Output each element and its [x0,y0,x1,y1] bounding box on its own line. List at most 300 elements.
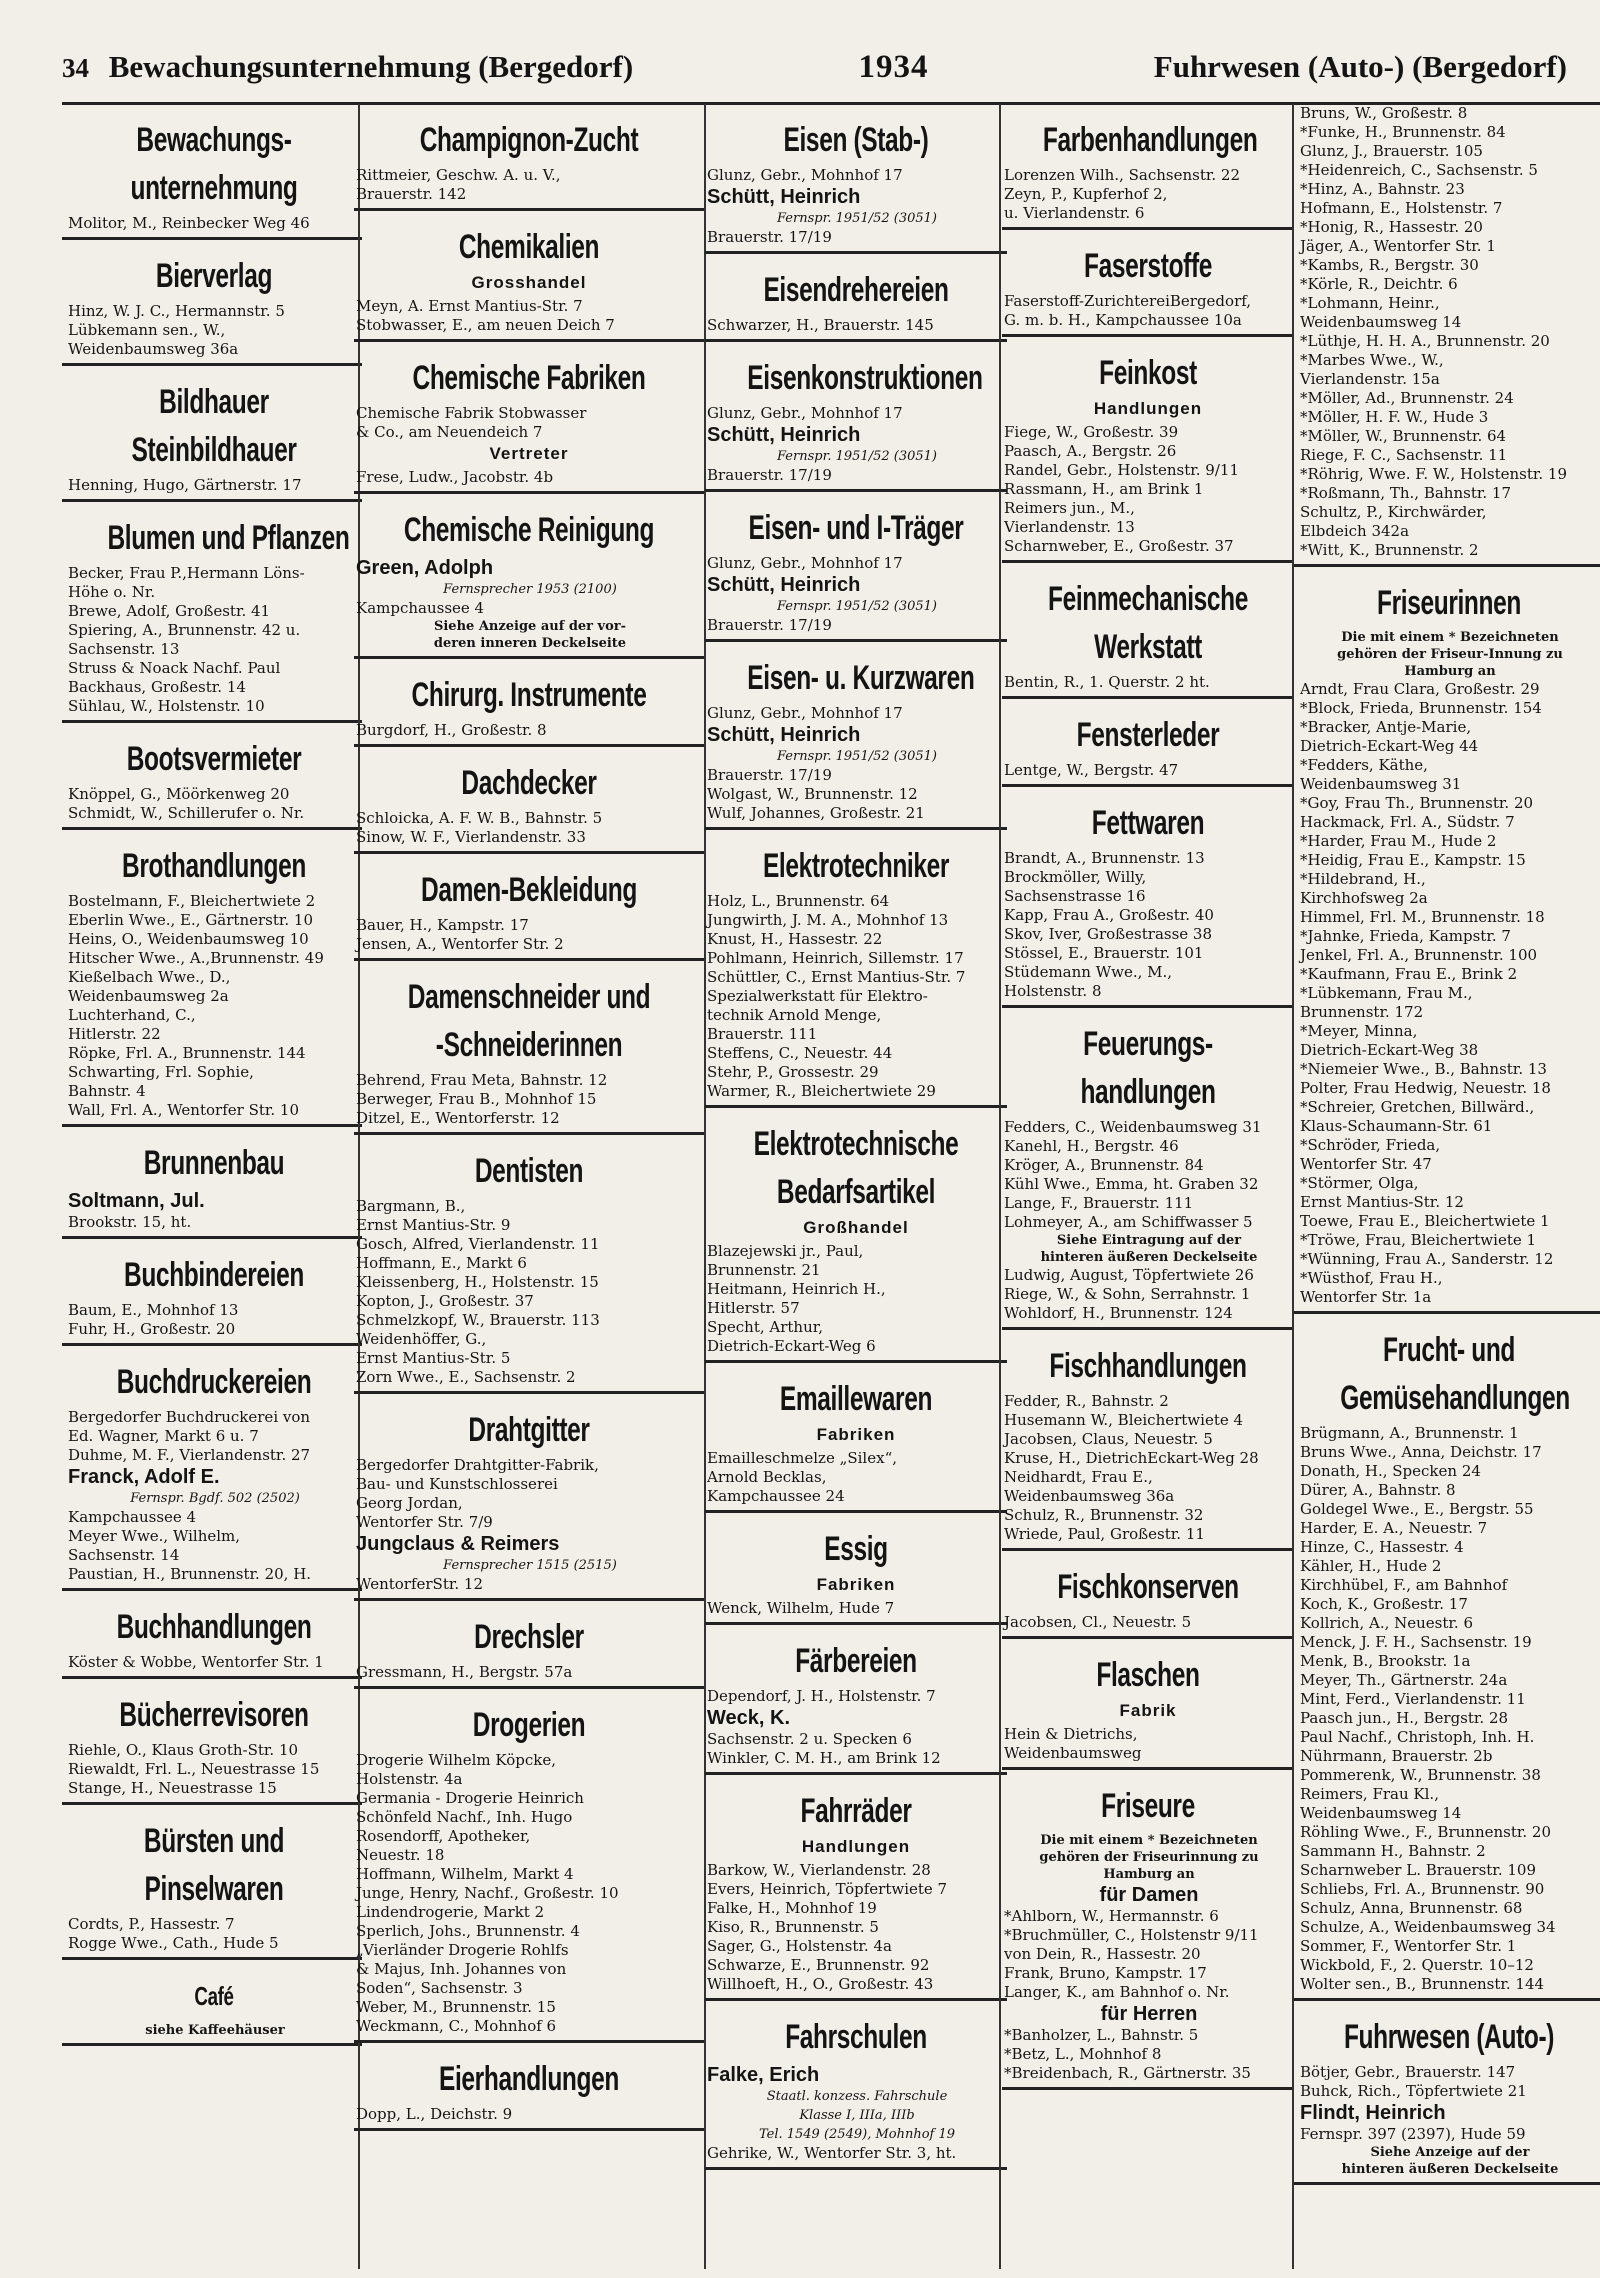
directory-section [354,1408,704,1601]
directory-entry: Bostelmann, F., Bleichertwiete 2 [68,892,316,910]
directory-section [1002,1344,1294,1551]
directory-entry: Glunz, J., Brauerstr. 105 [1300,142,1483,160]
directory-section [705,2015,1007,2170]
directory-entry: Jensen, A., Wentorfer Str. 2 [356,935,564,953]
directory-entry: Hackmack, Frl. A., Südstr. 7 [1300,813,1515,831]
directory-entry: Hofmann, E., Holstenstr. 7 [1300,199,1503,217]
directory-entry: *Fedders, Käthe, [1300,756,1428,774]
directory-section [1002,351,1294,563]
directory-entry: Fiege, W., Großestr. 39 [1004,423,1179,441]
section-heading: Gemüsehandlungen [1340,1379,1570,1417]
directory-entry: Lindendrogerie, Markt 2 [356,1903,545,1921]
directory-entry: Sühlau, W., Holstenstr. 10 [68,697,265,715]
directory-entry: Kähler, H., Hude 2 [1300,1557,1442,1575]
directory-section [62,1693,362,1805]
directory-entry: deren inneren Deckelseite [433,636,627,651]
directory-entry: Schwarzer, H., Brauerstr. 145 [707,316,934,334]
column-5 [1294,104,1600,2269]
directory-entry: Riege, F. C., Sachsenstr. 11 [1300,446,1508,464]
section-heading: unternehmung [130,169,298,207]
directory-entry: Jacobsen, Cl., Neuestr. 5 [1004,1613,1192,1631]
directory-entry: *Hinz, A., Bahnstr. 23 [1300,180,1465,198]
entry-name-bold: Schütt, Heinrich [707,424,861,446]
directory-entry: Donath, H., Specken 24 [1300,1462,1481,1480]
directory-entry: Bahnstr. 4 [68,1082,146,1100]
directory-entry: Winkler, C. M. H., am Brink 12 [707,1749,941,1767]
directory-entry: Brauerstr. 111 [707,1025,818,1043]
section-heading: Café [194,1981,234,2011]
directory-entry: Schulz, Anna, Brunnenstr. 68 [1300,1899,1523,1917]
section-heading: Buchhandlungen [116,1608,312,1646]
directory-section [1002,577,1294,699]
directory-entry: Holz, L., Brunnenstr. 64 [707,892,890,910]
directory-entry: Fernspr. Bgdf. 502 (2502) [130,1491,300,1506]
directory-entry: Weidenbaumsweg 14 [1300,1804,1462,1822]
directory-entry: *Schreier, Gretchen, Billwärd., [1300,1098,1535,1116]
directory-entry: Hoffmann, E., Markt 6 [356,1254,527,1272]
section-heading: handlungen [1080,1073,1216,1111]
directory-entry: Kleissenberg, H., Holstenstr. 15 [356,1273,599,1291]
section-heading: Champignon-Zucht [419,121,639,159]
column-4 [1002,104,1294,2269]
directory-section [354,225,704,342]
section-heading: Fuhrwesen (Auto-) [1343,2018,1555,2056]
directory-entry: Hein & Dietrichs, [1004,1725,1138,1743]
directory-entry: Berweger, Frau B., Mohnhof 15 [356,1090,597,1108]
directory-entry: Brauerstr. 17/19 [707,766,832,784]
directory-section [705,1789,1007,2001]
directory-entry: *Heidig, Frau E., Kampstr. 15 [1300,851,1526,869]
directory-entry: *Witt, K., Brunnenstr. 2 [1300,541,1479,559]
directory-entry: Dopp, L., Deichstr. 9 [356,2105,513,2123]
section-heading: Bierverlag [155,257,273,295]
section-heading: Eisen (Stab-) [783,121,929,159]
directory-entry: G. m. b. H., Kampchaussee 10a [1004,311,1242,329]
directory-entry: Langer, K., am Bahnhof o. Nr. [1004,1983,1230,2001]
directory-entry: Pommerenk, W., Brunnenstr. 38 [1300,1766,1541,1784]
entry-name-bold: Falke, Erich [707,2064,820,2086]
directory-entry: & Co., am Neuendeich 7 [356,423,543,441]
directory-section [705,844,1007,1108]
directory-entry: Ernst Mantius-Str. 12 [1300,1193,1464,1211]
directory-entry: Kampchaussee 24 [707,1487,845,1505]
directory-section [62,380,362,502]
entry-name-bold: für Damen [1099,1884,1199,1906]
entry-name-bold: Weck, K. [707,1707,790,1729]
directory-section [62,1253,362,1346]
section-heading: Bedarfsartikel [776,1173,936,1211]
directory-entry: Reimers, Frau Kl., [1300,1785,1439,1803]
directory-entry: Jenkel, Frl. A., Brunnenstr. 100 [1300,946,1538,964]
entry-name-bold: Franck, Adolf E. [68,1466,220,1488]
directory-entry: *Goy, Frau Th., Brunnenstr. 20 [1300,794,1534,812]
directory-entry: Zeyn, P., Kupferhof 2, [1004,185,1168,203]
section-subheading: Großhandel [803,1218,909,1237]
directory-entry: Menk, B., Brookstr. 1a [1300,1652,1471,1670]
directory-entry: *Hildebrand, H., [1300,870,1426,888]
directory-entry: *Tröwe, Frau, Bleichertwiete 1 [1300,1231,1537,1249]
directory-entry: Weidenbaumsweg 14 [1300,313,1462,331]
directory-entry: Jacobsen, Claus, Neuestr. 5 [1004,1430,1213,1448]
directory-entry: Meyn, A. Ernst Mantius-Str. 7 [356,297,583,315]
directory-entry: *Störmer, Olga, [1300,1174,1419,1192]
section-heading: Fahrschulen [785,2018,927,2056]
directory-entry: Randel, Gebr., Holstenstr. 9/11 [1004,461,1239,479]
directory-entry: Warmer, R., Bleichertwiete 29 [707,1082,936,1100]
directory-entry: Wickbold, F., 2. Querstr. 10–12 [1300,1956,1534,1974]
directory-entry: Bauer, H., Kampstr. 17 [356,916,529,934]
directory-entry: Hitlerstr. 57 [707,1299,800,1317]
directory-entry: Lorenzen Wilh., Sachsenstr. 22 [1004,166,1241,184]
directory-entry: Brauerstr. 17/19 [707,616,832,634]
directory-entry: *Heidenreich, C., Sachsenstr. 5 [1300,161,1538,179]
directory-entry: *Ahlborn, W., Hermannstr. 6 [1004,1907,1219,1925]
directory-entry: Vierlandenstr. 13 [1004,518,1135,536]
directory-entry: Wentorfer Str. 7/9 [356,1513,493,1531]
section-heading: Damen-Bekleidung [421,871,637,909]
directory-entry: Eberlin Wwe., E., Gärtnerstr. 10 [68,911,314,929]
directory-entry: Paul Nachf., Christoph, Inh. H. [1300,1728,1535,1746]
directory-entry: Rosendorff, Apotheker, [356,1827,531,1845]
directory-entry: Kapp, Frau A., Großestr. 40 [1004,906,1214,924]
directory-entry: Glunz, Gebr., Mohnhof 17 [707,704,903,722]
directory-entry: hinteren äußeren Deckelseite [1040,1250,1258,1265]
directory-entry: Fuhr, H., Großestr. 20 [68,1320,236,1338]
directory-entry: *Kaufmann, Frau E., Brink 2 [1300,965,1518,983]
directory-entry: Brauerstr. 17/19 [707,228,832,246]
directory-entry: Köster & Wobbe, Wentorfer Str. 1 [68,1653,324,1671]
directory-entry: Schulze, A., Weidenbaumsweg 34 [1300,1918,1556,1936]
directory-entry: Neuestr. 18 [356,1846,445,1864]
directory-entry: Brunnenstr. 172 [1300,1003,1424,1021]
directory-entry: Junge, Henry, Nachf., Großestr. 10 [356,1884,619,1902]
directory-entry: Jungwirth, J. M. A., Mohnhof 13 [707,911,949,929]
directory-entry: Brookstr. 15, ht. [68,1213,192,1231]
directory-entry: Struss & Noack Nachf. Paul [68,659,281,677]
section-heading: Färbereien [795,1642,917,1680]
directory-entry: Gressmann, H., Bergstr. 57a [356,1663,573,1681]
directory-entry: Fernspr. 1951/52 (3051) [777,599,937,614]
section-heading: Bildhauer [159,383,269,421]
section-heading: Friseurinnen [1377,584,1521,622]
entry-name-bold: Schütt, Heinrich [707,574,861,596]
directory-entry: Weidenbaumsweg 36a [68,340,239,358]
directory-entry: Duhme, M. F., Vierlandenstr. 27 [68,1446,311,1464]
directory-entry: u. Vierlandenstr. 6 [1004,204,1145,222]
directory-entry: Blazejewski jr., Paul, [707,1242,864,1260]
directory-entry: *Bruchmüller, C., Holstenstr 9/11 [1004,1926,1259,1944]
section-subheading: Fabriken [816,1575,896,1594]
section-heading: Drahtgitter [468,1411,590,1449]
section-heading: Drogerien [472,1706,586,1744]
directory-section [62,516,362,723]
directory-section [705,268,1007,342]
directory-entry: Klaus-Schaumann-Str. 61 [1300,1117,1493,1135]
column-3 [705,104,1007,2269]
directory-entry: Koch, K., Großestr. 17 [1300,1595,1468,1613]
directory-entry: Husemann W., Bleichertwiete 4 [1004,1411,1244,1429]
directory-entry: Weidenbaumsweg 36a [1004,1487,1175,1505]
section-subheading: Vertreter [489,444,569,463]
directory-entry: Lange, F., Brauerstr. 111 [1004,1194,1194,1212]
section-heading: Feinkost [1099,354,1197,392]
directory-entry: Bötjer, Gebr., Brauerstr. 147 [1300,2063,1516,2081]
directory-entry: Höhe o. Nr. [68,583,156,601]
directory-entry: *Röhrig, Wwe. F. W., Holstenstr. 19 [1300,465,1568,483]
directory-entry: Lentge, W., Bergstr. 47 [1004,761,1179,779]
directory-entry: Luchterhand, C., [68,1006,196,1024]
directory-section [354,1149,704,1394]
directory-section [1002,713,1294,787]
directory-entry: Glunz, Gebr., Mohnhof 17 [707,166,903,184]
directory-entry: Ludwig, August, Töpfertwiete 26 [1004,1266,1254,1284]
directory-section [354,2057,704,2131]
directory-entry: Baum, E., Mohnhof 13 [68,1301,239,1319]
section-heading: Bewachungs- [136,121,292,159]
directory-entry: Glunz, Gebr., Mohnhof 17 [707,404,903,422]
directory-entry: Bruns, W., Großestr. 8 [1300,104,1468,122]
directory-entry: Hamburg an [1404,664,1496,679]
directory-entry: Schönfeld Nachf., Inh. Hugo [356,1808,573,1826]
section-heading: Brothandlungen [122,847,306,885]
directory-entry: Knust, H., Hassestr. 22 [707,930,883,948]
directory-entry: Kampchaussee 4 [68,1508,197,1526]
section-heading: Chemische Reinigung [403,511,655,549]
directory-section [1002,1653,1294,1770]
entry-name-bold: Green, Adolph [356,557,494,579]
column-divider [999,104,1001,2269]
directory-entry: Bargmann, B., [356,1197,466,1215]
directory-entry: Hitscher Wwe., A.,Brunnenstr. 49 [68,949,324,967]
directory-entry: Frese, Ludw., Jacobstr. 4b [356,468,554,486]
directory-entry: Spezialwerkstatt für Elektro- [707,987,928,1005]
directory-entry: *Möller, Ad., Brunnenstr. 24 [1300,389,1514,407]
section-heading: Farbenhandlungen [1042,121,1258,159]
directory-entry: Sager, G., Holstenstr. 4a [707,1937,892,1955]
directory-entry: Fernspr. 1951/52 (3051) [777,211,937,226]
section-subheading: Grosshandel [471,273,587,292]
directory-entry: Fernsprecher 1953 (2100) [443,582,617,597]
directory-entry: Weidenbaumsweg 2a [68,987,229,1005]
directory-entry: Zorn Wwe., E., Sachsenstr. 2 [356,1368,576,1386]
directory-entry: & Majus, Inh. Johannes von [356,1960,567,1978]
entry-name-bold: für Herren [1100,2003,1198,2025]
directory-entry: Bau- und Kunstschlosserei [356,1475,558,1493]
directory-entry: Dependorf, J. H., Holstenstr. 7 [707,1687,936,1705]
directory-entry: Barkow, W., Vierlandenstr. 28 [707,1861,931,1879]
directory-entry: Kröger, A., Brunnenstr. 84 [1004,1156,1204,1174]
directory-entry: Rogge Wwe., Cath., Hude 5 [68,1934,279,1952]
directory-entry: Brockmöller, Willy, [1004,868,1147,886]
section-heading: Fettwaren [1091,804,1205,842]
section-heading: Friseure [1101,1787,1195,1825]
directory-entry: Becker, Frau P.,Hermann Löns- [68,564,305,582]
directory-entry: *Lübkemann, Frau M., [1300,984,1473,1002]
directory-entry: Faserstoff-ZurichtereiBergedorf, [1004,292,1252,310]
directory-entry: Sachsenstr. 2 u. Specken 6 [707,1730,912,1748]
directory-entry: Pohlmann, Heinrich, Sillemstr. 17 [707,949,964,967]
directory-entry: Stehr, P., Grossestr. 29 [707,1063,879,1081]
section-heading: Emaillewaren [779,1380,933,1418]
directory-entry: *Möller, W., Brunnenstr. 64 [1300,427,1507,445]
directory-entry: *Wünning, Frau A., Sanderstr. 12 [1300,1250,1554,1268]
directory-entry: Gosch, Alfred, Vierlandenstr. 11 [356,1235,600,1253]
entry-name-bold: Soltmann, Jul. [68,1190,205,1212]
directory-entry: *Roßmann, Th., Bahnstr. 17 [1300,484,1511,502]
directory-entry: Riege, W., & Sohn, Serrahnstr. 1 [1004,1285,1251,1303]
directory-entry: *Möller, H. F. W., Hude 3 [1300,408,1489,426]
directory-entry: Buhck, Rich., Töpfertwiete 21 [1300,2082,1527,2100]
directory-entry: Schulz, R., Brunnenstr. 32 [1004,1506,1204,1524]
directory-entry: Spiering, A., Brunnenstr. 42 u. [68,621,301,639]
section-heading: Fischhandlungen [1049,1347,1247,1385]
directory-entry: Fernsprecher 1515 (2515) [443,1558,617,1573]
entry-name-bold: Flindt, Heinrich [1300,2102,1446,2124]
section-heading: Dachdecker [461,764,597,802]
section-heading: Fahrräder [800,1792,912,1830]
directory-entry: Hitlerstr. 22 [68,1025,161,1043]
directory-entry: siehe Kaffeehäuser [145,2023,285,2038]
directory-entry: *Betz, L., Mohnhof 8 [1004,2045,1162,2063]
section-heading: Buchbindereien [124,1256,304,1294]
directory-entry: Cordts, P., Hassestr. 7 [68,1915,235,1933]
directory-entry: Skov, Iver, Großestrasse 38 [1004,925,1213,943]
directory-entry: Elbdeich 342a [1300,522,1410,540]
directory-entry: Sperlich, Johs., Brunnenstr. 4 [356,1922,580,1940]
directory-entry: Behrend, Frau Meta, Bahnstr. 12 [356,1071,608,1089]
directory-entry: Stange, H., Neuestrasse 15 [68,1779,277,1797]
directory-entry: Gehrike, W., Wentorfer Str. 3, ht. [707,2144,957,2162]
directory-entry: *Block, Frieda, Brunnenstr. 154 [1300,699,1542,717]
directory-entry: Scharnweber, E., Großestr. 37 [1004,537,1234,555]
directory-section [62,1819,362,1960]
directory-entry: Kampchaussee 4 [356,599,485,617]
directory-entry: Kollrich, A., Neuestr. 6 [1300,1614,1473,1632]
directory-entry: Hinz, W. J. C., Hermannstr. 5 [68,302,285,320]
directory-entry: Siehe Anzeige auf der vor- [433,619,627,634]
directory-entry: Weidenhöffer, G., [356,1330,487,1348]
section-heading: Elektrotechniker [762,847,950,885]
directory-section [1002,1784,1294,2090]
section-heading: Eierhandlungen [439,2060,619,2098]
directory-entry: Meyer Wwe., Wilhelm, [68,1527,241,1545]
directory-entry: Weidenbaumsweg 31 [1300,775,1462,793]
directory-entry: Hamburg an [1103,1867,1195,1882]
directory-entry: Sinow, W. F., Vierlandenstr. 33 [356,828,586,846]
directory-entry: Henning, Hugo, Gärtnerstr. 17 [68,476,302,494]
section-subheading: Fabrik [1119,1701,1177,1720]
directory-entry: Fernspr. 1951/52 (3051) [777,449,937,464]
directory-section [705,506,1007,642]
section-heading: Bücherrevisoren [119,1696,309,1734]
directory-entry: Backhaus, Großestr. 14 [68,678,246,696]
section-heading: Fischkonserven [1057,1568,1239,1606]
section-heading: Bürsten und [143,1822,285,1860]
directory-entry: *Niemeier Wwe., B., Bahnstr. 13 [1300,1060,1547,1078]
directory-entry: Lübkemann sen., W., [68,321,226,339]
directory-entry: *Banholzer, L., Bahnstr. 5 [1004,2026,1199,2044]
directory-entry: *Schröder, Frieda, [1300,1136,1441,1154]
directory-entry: Tel. 1549 (2549), Mohnhof 19 [758,2127,956,2142]
directory-section [354,673,704,747]
directory-entry: Nührmann, Brauerstr. 2b [1300,1747,1493,1765]
directory-entry: Schüttler, C., Ernst Mantius-Str. 7 [707,968,966,986]
directory-entry: Drogerie Wilhelm Köpcke, [356,1751,556,1769]
directory-entry: Heitmann, Heinrich H., [707,1280,886,1298]
directory-entry: Dietrich-Eckart-Weg 44 [1300,737,1479,755]
directory-entry: Holstenstr. 4a [356,1770,463,1788]
directory-entry: Dietrich-Eckart-Weg 38 [1300,1041,1479,1059]
page-number: 34 [62,53,89,83]
page-header [62,38,1567,96]
directory-entry: Neidhardt, Frau E., [1004,1468,1153,1486]
directory-entry: Stössel, E., Brauerstr. 101 [1004,944,1204,962]
directory-entry: Wolter sen., B., Brunnenstr. 144 [1300,1975,1545,1993]
directory-entry: Röpke, Frl. A., Brunnenstr. 144 [68,1044,306,1062]
directory-section [354,508,704,659]
directory-entry: Emailleschmelze „Silex“, [707,1449,898,1467]
section-heading: Eisen- und I-Träger [748,509,964,547]
directory-entry: Riehle, O., Klaus Groth-Str. 10 [68,1741,299,1759]
directory-entry: Kirchhübel, F., am Bahnhof [1300,1576,1508,1594]
directory-section [354,868,704,961]
directory-entry: Schwarting, Frl. Sophie, [68,1063,254,1081]
directory-entry: Die mit einem * Bezeichneten [1040,1833,1258,1848]
directory-entry: Riewaldt, Frl. L., Neuestrasse 15 [68,1760,320,1778]
directory-entry: Klasse I, IIIa, IIIb [799,2108,915,2123]
directory-entry: Stobwasser, E., am neuen Deich 7 [356,316,615,334]
directory-entry: Bruns Wwe., Anna, Deichstr. 17 [1300,1443,1542,1461]
column-2 [354,104,704,2269]
directory-entry: *Funke, H., Brunnenstr. 84 [1300,123,1506,141]
directory-entry: Kießelbach Wwe., D., [68,968,231,986]
directory-entry: Specht, Arthur, [707,1318,824,1336]
directory-entry: Dürer, A., Bahnstr. 8 [1300,1481,1456,1499]
directory-section [1002,801,1294,1008]
directory-entry: Ernst Mantius-Str. 5 [356,1349,511,1367]
header-right-title: Fuhrwesen (Auto-) (Bergedorf) [1153,49,1567,84]
entry-name-bold: Jungclaus & Reimers [356,1533,560,1555]
section-heading: Faserstoffe [1083,247,1213,285]
directory-entry: Brauerstr. 142 [356,185,467,203]
directory-entry: Bergedorfer Drahtgitter-Fabrik, [356,1456,599,1474]
directory-entry: Schliebs, Frl. A., Brunnenstr. 90 [1300,1880,1545,1898]
section-heading: Chemikalien [458,228,600,266]
directory-entry: Knöppel, G., Möörkenweg 20 [68,785,290,803]
directory-entry: *Harder, Frau M., Hude 2 [1300,832,1497,850]
directory-entry: Ditzel, E., Wentorferstr. 12 [356,1109,560,1127]
directory-columns [62,104,1600,2274]
entry-name-bold: Schütt, Heinrich [707,186,861,208]
directory-entry: Kopton, J., Großestr. 37 [356,1292,534,1310]
directory-entry: Schloicka, A. F. W. B., Bahnstr. 5 [356,809,603,827]
directory-section [354,1615,704,1689]
directory-entry: Weckmann, C., Mohnhof 6 [356,2017,557,2035]
directory-entry: Weber, M., Brunnenstr. 15 [356,1998,556,2016]
section-heading: Bootsvermieter [126,740,302,778]
directory-entry: Ernst Mantius-Str. 9 [356,1216,511,1234]
directory-entry: Ed. Wagner, Markt 6 u. 7 [68,1427,259,1445]
directory-entry: *Bracker, Antje-Marie, [1300,718,1472,736]
directory-section [705,118,1007,254]
directory-section [1294,104,1600,567]
directory-entry: Wohldorf, H., Brunnenstr. 124 [1004,1304,1233,1322]
section-heading: Pinselwaren [144,1870,284,1908]
directory-section [705,656,1007,830]
directory-section [1294,1328,1600,2001]
directory-section [354,1703,704,2043]
directory-entry: Chemische Fabrik Stobwasser [356,404,587,422]
